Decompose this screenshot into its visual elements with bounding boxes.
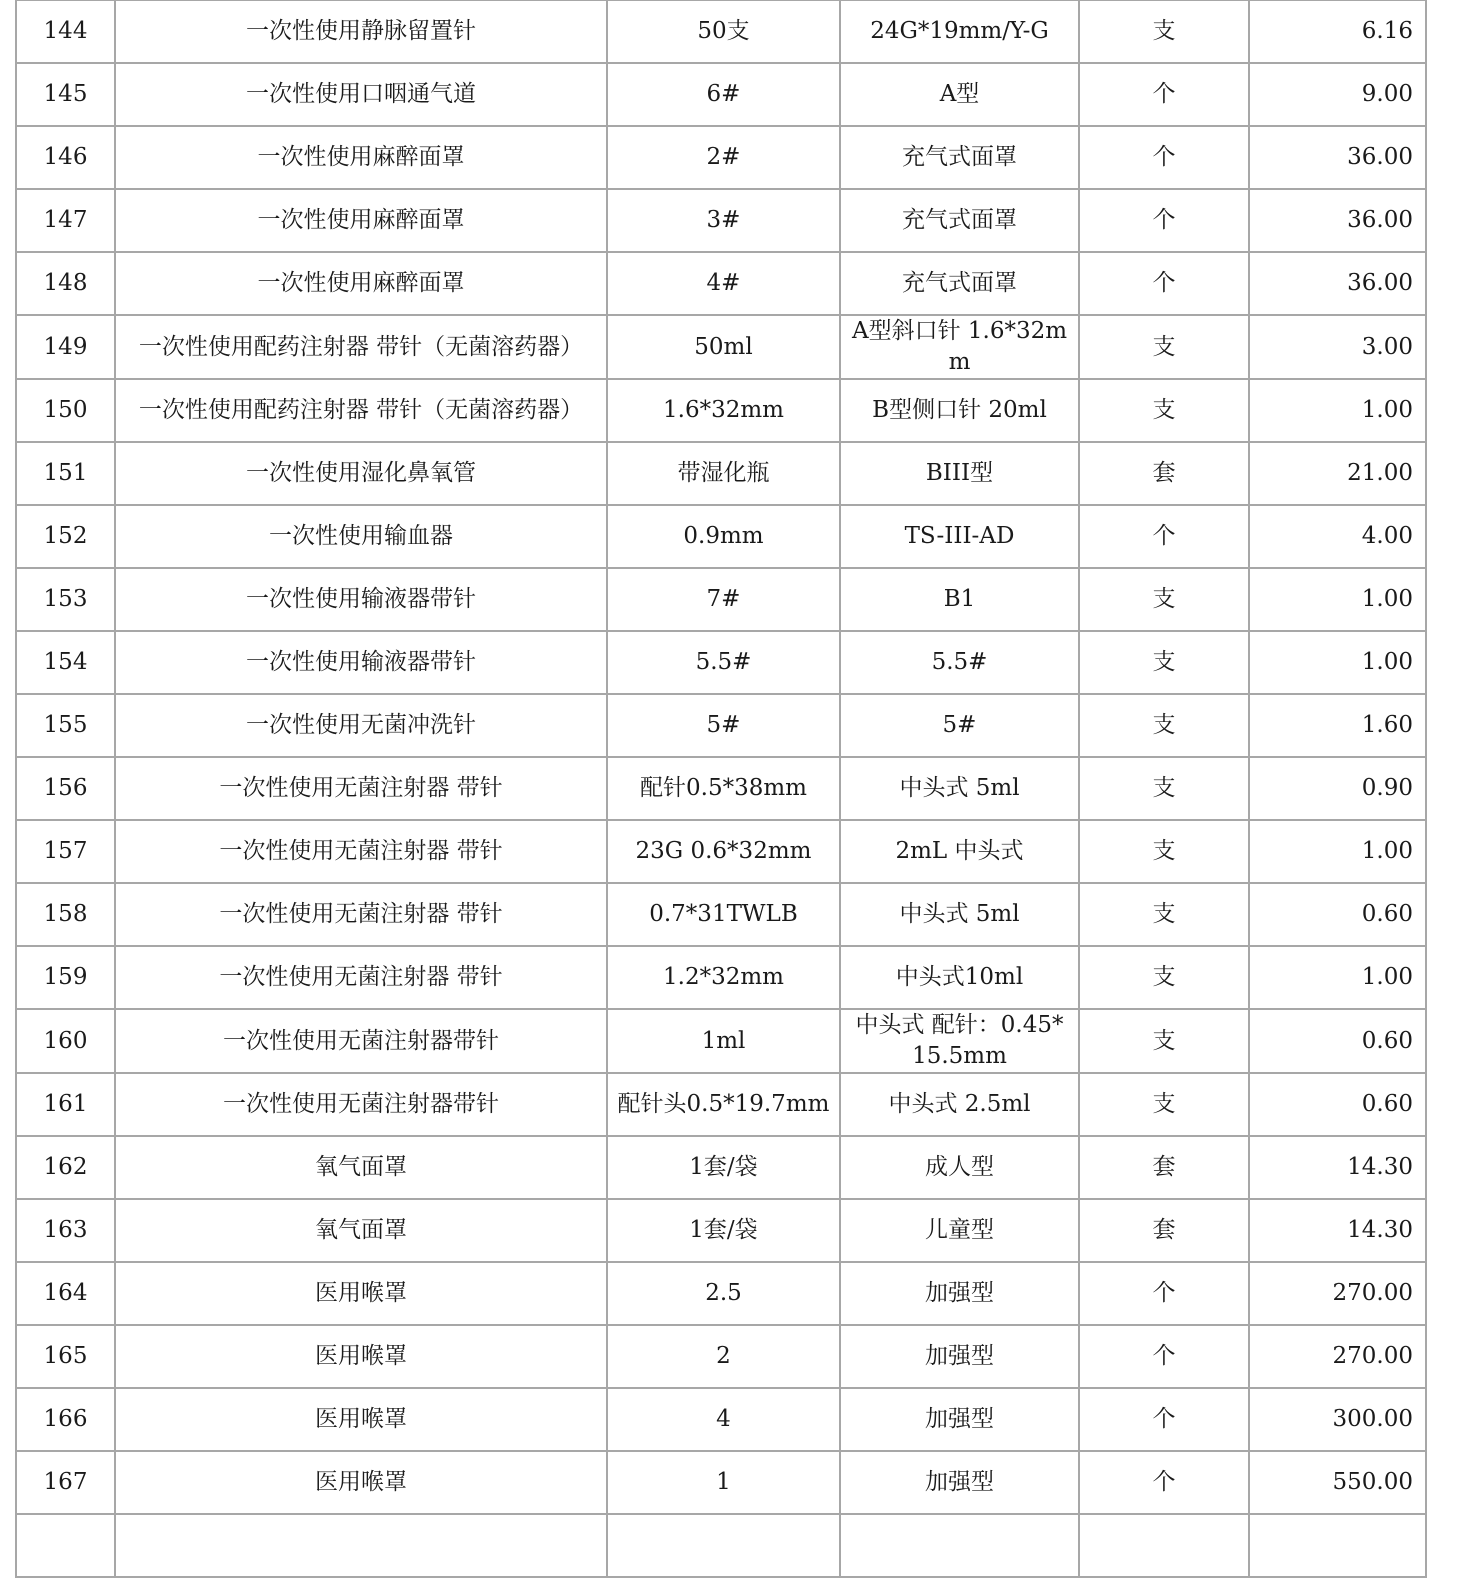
cell-specification: 1套/袋 [607, 1136, 840, 1199]
cell-price: 36.00 [1249, 252, 1426, 315]
cell-price: 6.16 [1249, 0, 1426, 63]
cell-price: 300.00 [1249, 1388, 1426, 1451]
table-row [16, 1514, 1426, 1577]
cell-serial-number: 153 [16, 568, 115, 631]
cell-product-name: 一次性使用输液器带针 [115, 631, 607, 694]
cell-serial-number [16, 1514, 115, 1577]
cell-serial-number: 159 [16, 946, 115, 1009]
cell-specification [607, 1514, 840, 1577]
cell-specification: 4 [607, 1388, 840, 1451]
cell-unit: 支 [1079, 694, 1249, 757]
cell-product-name: 一次性使用麻醉面罩 [115, 126, 607, 189]
cell-product-name: 一次性使用麻醉面罩 [115, 252, 607, 315]
cell-price: 0.60 [1249, 1073, 1426, 1136]
table-row [16, 1262, 1426, 1325]
cell-model: B型侧口针 20ml [840, 379, 1079, 442]
table-row [16, 442, 1426, 505]
cell-unit [1079, 1514, 1249, 1577]
cell-serial-number: 155 [16, 694, 115, 757]
cell-price: 1.00 [1249, 946, 1426, 1009]
cell-unit: 个 [1079, 189, 1249, 252]
cell-price: 36.00 [1249, 189, 1426, 252]
cell-specification: 2.5 [607, 1262, 840, 1325]
table-row [16, 631, 1426, 694]
table-body [16, 0, 1426, 1577]
cell-price: 1.00 [1249, 568, 1426, 631]
cell-product-name: 一次性使用麻醉面罩 [115, 189, 607, 252]
table-row [16, 694, 1426, 757]
table-row [16, 568, 1426, 631]
cell-price: 270.00 [1249, 1325, 1426, 1388]
cell-model: 加强型 [840, 1325, 1079, 1388]
cell-model: 中头式10ml [840, 946, 1079, 1009]
cell-unit: 支 [1079, 883, 1249, 946]
cell-price: 21.00 [1249, 442, 1426, 505]
cell-serial-number: 167 [16, 1451, 115, 1514]
cell-unit: 个 [1079, 63, 1249, 126]
cell-unit: 套 [1079, 442, 1249, 505]
cell-serial-number: 152 [16, 505, 115, 568]
cell-product-name: 医用喉罩 [115, 1388, 607, 1451]
cell-product-name: 一次性使用配药注射器 带针（无菌溶药器） [115, 379, 607, 442]
table-row [16, 1388, 1426, 1451]
cell-model: 5.5# [840, 631, 1079, 694]
cell-serial-number: 161 [16, 1073, 115, 1136]
cell-product-name [115, 1514, 607, 1577]
table-row [16, 1325, 1426, 1388]
cell-specification: 1 [607, 1451, 840, 1514]
cell-serial-number: 154 [16, 631, 115, 694]
cell-model: TS-III-AD [840, 505, 1079, 568]
price-table [15, 0, 1427, 1578]
cell-model: 24G*19mm/Y-G [840, 0, 1079, 63]
cell-specification: 3# [607, 189, 840, 252]
cell-unit: 个 [1079, 1451, 1249, 1514]
cell-unit: 支 [1079, 568, 1249, 631]
cell-price: 1.00 [1249, 379, 1426, 442]
table-row [16, 1009, 1426, 1073]
cell-product-name: 医用喉罩 [115, 1262, 607, 1325]
cell-product-name: 氧气面罩 [115, 1136, 607, 1199]
cell-model: 成人型 [840, 1136, 1079, 1199]
table-row [16, 252, 1426, 315]
cell-serial-number: 156 [16, 757, 115, 820]
cell-price: 4.00 [1249, 505, 1426, 568]
cell-serial-number: 151 [16, 442, 115, 505]
cell-specification: 1.6*32mm [607, 379, 840, 442]
cell-unit: 个 [1079, 1388, 1249, 1451]
cell-unit: 支 [1079, 1009, 1249, 1073]
table-row [16, 1451, 1426, 1514]
cell-model [840, 1514, 1079, 1577]
cell-unit: 套 [1079, 1199, 1249, 1262]
table-row [16, 1199, 1426, 1262]
cell-specification: 7# [607, 568, 840, 631]
cell-price: 0.90 [1249, 757, 1426, 820]
cell-price: 0.60 [1249, 883, 1426, 946]
cell-serial-number: 162 [16, 1136, 115, 1199]
cell-product-name: 一次性使用静脉留置针 [115, 0, 607, 63]
cell-model: 加强型 [840, 1451, 1079, 1514]
cell-model: 中头式 配针：0.45*15.5mm [840, 1009, 1079, 1073]
table-row [16, 946, 1426, 1009]
cell-serial-number: 164 [16, 1262, 115, 1325]
cell-specification: 配针0.5*38mm [607, 757, 840, 820]
cell-serial-number: 150 [16, 379, 115, 442]
cell-product-name: 一次性使用无菌注射器 带针 [115, 757, 607, 820]
cell-specification: 0.7*31TWLB [607, 883, 840, 946]
cell-product-name: 一次性使用无菌注射器带针 [115, 1009, 607, 1073]
cell-product-name: 一次性使用无菌冲洗针 [115, 694, 607, 757]
cell-price: 3.00 [1249, 315, 1426, 379]
cell-specification: 6# [607, 63, 840, 126]
cell-product-name: 一次性使用配药注射器 带针（无菌溶药器） [115, 315, 607, 379]
cell-serial-number: 145 [16, 63, 115, 126]
cell-model: B1 [840, 568, 1079, 631]
cell-price: 1.60 [1249, 694, 1426, 757]
cell-unit: 个 [1079, 1262, 1249, 1325]
table-row [16, 820, 1426, 883]
cell-model: 5# [840, 694, 1079, 757]
cell-specification: 1ml [607, 1009, 840, 1073]
cell-product-name: 一次性使用输血器 [115, 505, 607, 568]
cell-model: 中头式 5ml [840, 757, 1079, 820]
cell-specification: 5# [607, 694, 840, 757]
cell-specification: 50ml [607, 315, 840, 379]
cell-price: 270.00 [1249, 1262, 1426, 1325]
cell-price: 1.00 [1249, 631, 1426, 694]
table-row [16, 757, 1426, 820]
cell-serial-number: 163 [16, 1199, 115, 1262]
cell-product-name: 一次性使用湿化鼻氧管 [115, 442, 607, 505]
cell-specification: 1.2*32mm [607, 946, 840, 1009]
cell-price: 0.60 [1249, 1009, 1426, 1073]
cell-price: 14.30 [1249, 1199, 1426, 1262]
cell-model: 充气式面罩 [840, 189, 1079, 252]
cell-price: 9.00 [1249, 63, 1426, 126]
cell-unit: 支 [1079, 631, 1249, 694]
cell-specification: 2# [607, 126, 840, 189]
cell-unit: 支 [1079, 757, 1249, 820]
table-row [16, 505, 1426, 568]
cell-product-name: 医用喉罩 [115, 1325, 607, 1388]
cell-model: 中头式 2.5ml [840, 1073, 1079, 1136]
cell-unit: 个 [1079, 252, 1249, 315]
cell-model: A型 [840, 63, 1079, 126]
cell-serial-number: 147 [16, 189, 115, 252]
cell-serial-number: 160 [16, 1009, 115, 1073]
cell-model: 2mL 中头式 [840, 820, 1079, 883]
cell-serial-number: 148 [16, 252, 115, 315]
cell-price [1249, 1514, 1426, 1577]
cell-product-name: 一次性使用无菌注射器 带针 [115, 946, 607, 1009]
table-row [16, 1136, 1426, 1199]
cell-unit: 个 [1079, 505, 1249, 568]
cell-specification: 5.5# [607, 631, 840, 694]
cell-model: A型斜口针 1.6*32mm [840, 315, 1079, 379]
cell-price: 36.00 [1249, 126, 1426, 189]
cell-specification: 带湿化瓶 [607, 442, 840, 505]
cell-unit: 套 [1079, 1136, 1249, 1199]
cell-specification: 配针头0.5*19.7mm [607, 1073, 840, 1136]
cell-serial-number: 146 [16, 126, 115, 189]
cell-price: 14.30 [1249, 1136, 1426, 1199]
cell-specification: 2 [607, 1325, 840, 1388]
cell-unit: 支 [1079, 379, 1249, 442]
cell-product-name: 一次性使用输液器带针 [115, 568, 607, 631]
cell-specification: 4# [607, 252, 840, 315]
cell-unit: 支 [1079, 0, 1249, 63]
table-row [16, 1073, 1426, 1136]
table-row [16, 0, 1426, 63]
cell-price: 550.00 [1249, 1451, 1426, 1514]
table-row [16, 379, 1426, 442]
cell-unit: 支 [1079, 820, 1249, 883]
cell-serial-number: 165 [16, 1325, 115, 1388]
cell-price: 1.00 [1249, 820, 1426, 883]
cell-model: 加强型 [840, 1262, 1079, 1325]
cell-product-name: 一次性使用无菌注射器 带针 [115, 883, 607, 946]
table-row [16, 63, 1426, 126]
cell-model: 充气式面罩 [840, 126, 1079, 189]
table-row [16, 189, 1426, 252]
cell-model: 充气式面罩 [840, 252, 1079, 315]
cell-serial-number: 149 [16, 315, 115, 379]
cell-unit: 个 [1079, 126, 1249, 189]
cell-product-name: 一次性使用口咽通气道 [115, 63, 607, 126]
cell-model: BIII型 [840, 442, 1079, 505]
cell-model: 儿童型 [840, 1199, 1079, 1262]
cell-specification: 50支 [607, 0, 840, 63]
cell-unit: 支 [1079, 315, 1249, 379]
cell-model: 加强型 [840, 1388, 1079, 1451]
table-row [16, 315, 1426, 379]
cell-product-name: 一次性使用无菌注射器 带针 [115, 820, 607, 883]
cell-unit: 支 [1079, 1073, 1249, 1136]
cell-specification: 23G 0.6*32mm [607, 820, 840, 883]
cell-serial-number: 157 [16, 820, 115, 883]
cell-specification: 0.9mm [607, 505, 840, 568]
cell-serial-number: 166 [16, 1388, 115, 1451]
table-row [16, 126, 1426, 189]
table-row [16, 883, 1426, 946]
cell-unit: 支 [1079, 946, 1249, 1009]
cell-product-name: 一次性使用无菌注射器带针 [115, 1073, 607, 1136]
cell-specification: 1套/袋 [607, 1199, 840, 1262]
cell-serial-number: 158 [16, 883, 115, 946]
cell-serial-number: 144 [16, 0, 115, 63]
cell-product-name: 医用喉罩 [115, 1451, 607, 1514]
cell-model: 中头式 5ml [840, 883, 1079, 946]
cell-unit: 个 [1079, 1325, 1249, 1388]
cell-product-name: 氧气面罩 [115, 1199, 607, 1262]
